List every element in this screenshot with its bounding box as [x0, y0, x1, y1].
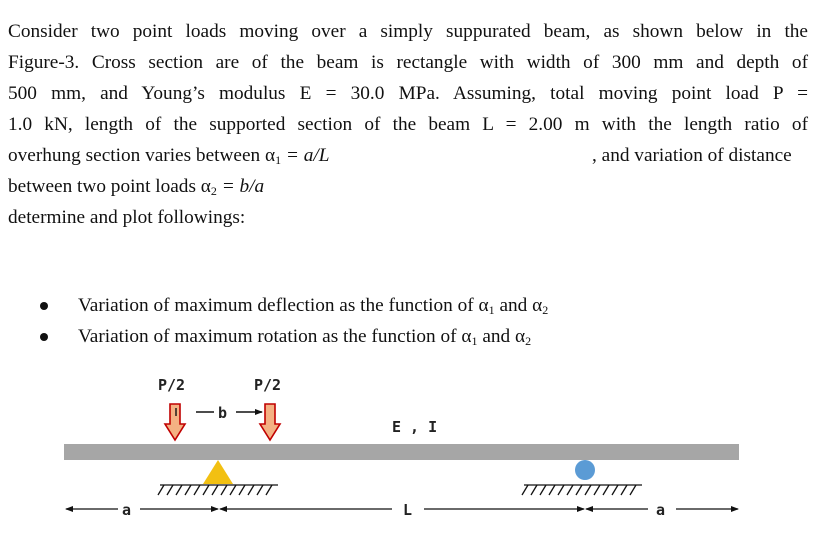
- alpha2-subscript: 2: [210, 184, 217, 198]
- problem-line-6: [8, 171, 808, 202]
- beam-figure: [0, 360, 834, 538]
- problem-line-3: 500 mm, and Young’s modulus E = 30.0 MPa. Assuming, total moving point load P =: [8, 83, 808, 104]
- task-subscript: 2: [542, 303, 549, 317]
- overhang-right-label: a: [656, 501, 666, 519]
- task-text-mid: and α: [477, 326, 526, 347]
- alpha1-formula: = a/L: [281, 145, 330, 166]
- section-label: E , I: [392, 418, 438, 436]
- problem-line-5: [8, 140, 808, 171]
- roller-support-icon: [575, 460, 595, 480]
- task-subscript: 1: [488, 303, 495, 317]
- ground-hatch-right: [522, 485, 642, 495]
- problem-line-4: 1.0 kN, length of the supported section of the beam L = 2.00 m with the length ratio of: [8, 114, 808, 135]
- load-right-label: P/2: [254, 376, 282, 394]
- task-text: Variation of maximum rotation as the function of α: [78, 326, 472, 347]
- load-arrow-right-icon: [260, 404, 280, 440]
- load-arrow-left-icon: [165, 404, 185, 440]
- problem-line-7: determine and plot followings:: [8, 207, 246, 228]
- ground-hatch-left: [158, 485, 278, 495]
- task-subscript: 2: [525, 334, 532, 348]
- task-item-rotation: [40, 321, 548, 352]
- overhang-left-label: a: [122, 501, 132, 519]
- problem-line-1: Consider two point loads moving over a simply suppurated beam, as shown below in the: [8, 21, 808, 42]
- task-item-deflection: [40, 290, 548, 321]
- task-subscript: 1: [471, 334, 478, 348]
- problem-line-2: Figure-3. Cross section are of the beam is rectangle with width of 300 mm and depth of: [8, 52, 808, 73]
- alpha2-formula: = b/a: [216, 176, 265, 197]
- problem-line-5-right: , and variation of distance: [592, 145, 792, 166]
- beam: [64, 444, 739, 460]
- alpha2-definition-text: between two point loads α: [8, 176, 211, 197]
- task-list: [40, 290, 548, 352]
- alpha1-subscript: 1: [275, 153, 282, 167]
- task-text: Variation of maximum deflection as the function of α: [78, 295, 489, 316]
- spacing-label: b: [218, 404, 228, 422]
- bullet-icon: [40, 333, 48, 341]
- alpha1-definition-text: overhung section varies between α: [8, 145, 276, 166]
- bullet-icon: [40, 302, 48, 310]
- load-left-label: P/2: [158, 376, 186, 394]
- span-label: L: [403, 501, 413, 519]
- task-text-mid: and α: [494, 295, 543, 316]
- pin-support-icon: [203, 460, 233, 484]
- problem-statement: [8, 16, 808, 233]
